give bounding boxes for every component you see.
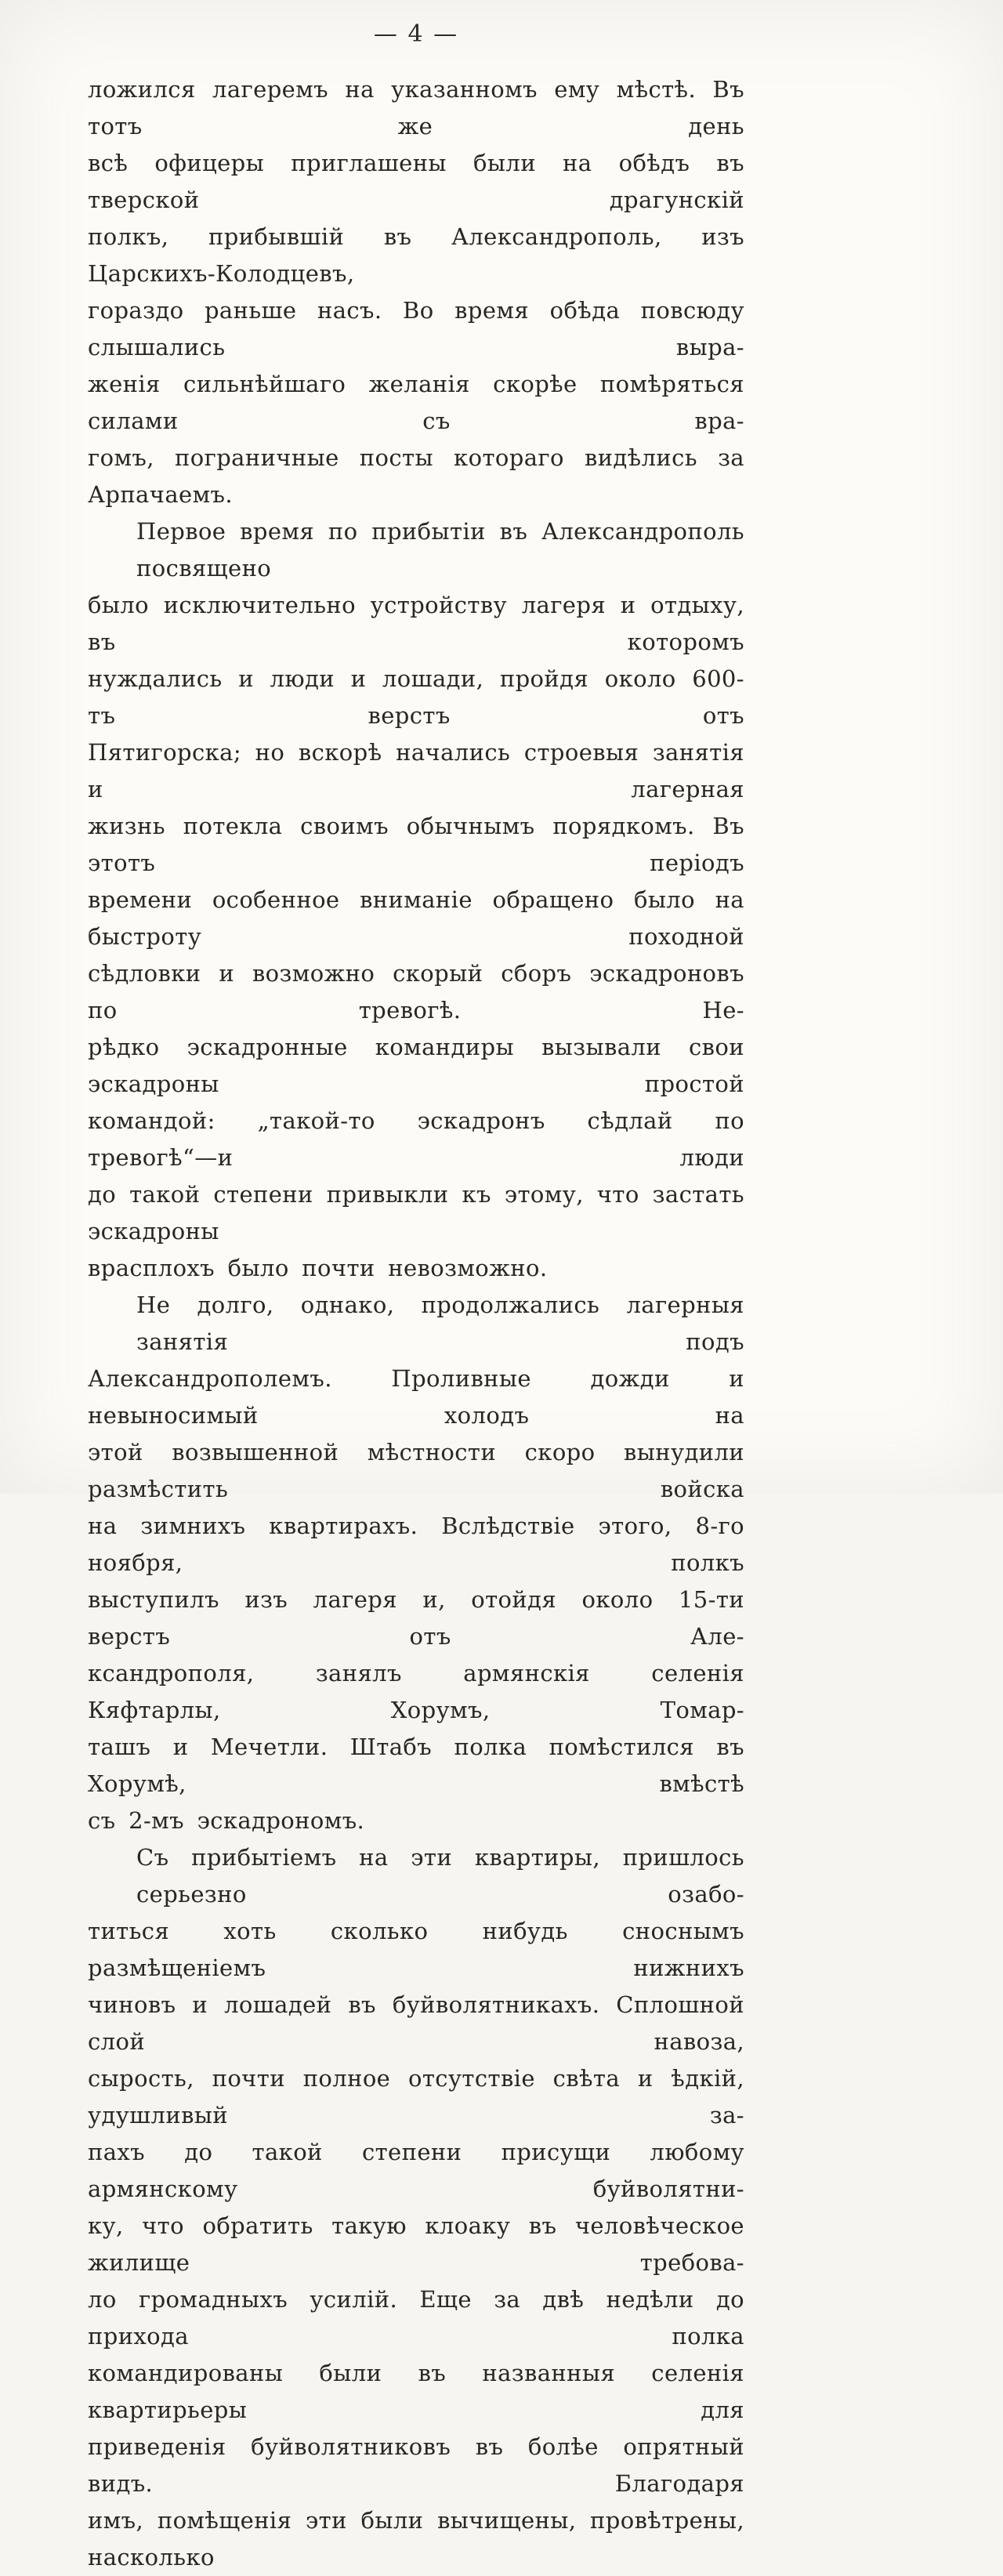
text-line: пахъ до такой степени присущи любому армянскому буйволятни- [88,2139,744,2202]
paragraph-3 [88,1287,744,1839]
text-line: Не долго, однако, продолжались лагерныя занятія подъ [136,1292,744,1355]
text-line: приведенія буйволятниковъ въ болѣе опрятный видъ. Благодаря [88,2433,744,2497]
text-line: ташъ и Мечетли. Штабъ полка помѣстился въ Хорумѣ, вмѣстѣ [88,1734,744,1797]
paragraph-2 [88,513,744,1287]
text-line: Пятигорска; но вскорѣ начались строевыя занятія и лагерная [88,739,744,803]
text-line: чиновъ и лошадей въ буйволятникахъ. Сплошной слой навоза, [88,1991,744,2055]
text-line: ку, что обратить такую клоаку въ человѣческое жилище требова- [88,2212,744,2276]
text-line: командированы были въ названныя селенія квартирьеры для [88,2360,744,2423]
text-line: до такой степени привыкли къ этому, что застать эскадроны [88,1181,744,1245]
text-line: титься хоть сколько нибудь сноснымъ размѣщеніемъ нижнихъ [88,1918,744,1981]
text-block [88,16,744,2576]
text-line: командой: „такой-то эскадронъ сѣдлай по тревогѣ“—и люди [88,1107,744,1171]
text-line: ло громадныхъ усилій. Еще за двѣ недѣли до прихода полка [88,2286,744,2350]
text-line: врасплохъ было почти невозможно. [88,1255,548,1281]
text-line: сѣдловки и возможно скорый сборъ эскадроновъ по тревогѣ. Не- [88,960,744,1024]
paragraph-1 [88,71,744,513]
text-line: Александрополемъ. Проливные дожди и невыносимый холодъ на [88,1365,744,1429]
text-line: ложился лагеремъ на указанномъ ему мѣстѣ. Въ тотъ же день [88,76,744,139]
text-line: Съ прибытіемъ на эти квартиры, пришлось серьезно озабо- [136,1844,744,1908]
text-line: ксандрополя, занялъ армянскія селенія Кяфтарлы, Хорумъ, Томар- [88,1660,744,1723]
page-number: — 4 — [373,20,459,48]
text-line: на зимнихъ квартирахъ. Вслѣдствіе этого, 8-го ноября, полкъ [88,1513,744,1576]
text-line: женія сильнѣйшаго желанія скорѣе помѣряться силами съ вра- [88,371,744,434]
text-line: полкъ, прибывшій въ Александрополь, изъ Царскихъ-Колодцевъ, [88,223,744,287]
text-line: гораздо раньше насъ. Во время обѣда повсюду слышались выра- [88,297,744,360]
text-line: всѣ офицеры приглашены были на обѣдъ въ тверской драгунскій [88,150,744,213]
text-line: съ 2-мъ эскадрономъ. [88,1807,365,1834]
text-line: нуждались и люди и лошади, пройдя около 600-тъ верстъ отъ [88,665,744,729]
text-line: времени особенное вниманіе обращено было на быстроту походной [88,886,744,950]
text-line: рѣдко эскадронные командиры вызывали свои эскадроны простой [88,1034,744,1097]
text-line: жизнь потекла своимъ обычнымъ порядкомъ. Въ этотъ періодъ [88,813,744,876]
text-line: выступилъ изъ лагеря и, отойдя около 15-ти верстъ отъ Але- [88,1586,744,1650]
text-line: имъ, помѣщенія эти были вычищены, провѣтрены, насколько [88,2507,744,2571]
text-line: было исключительно устройству лагеря и отдыху, въ которомъ [88,592,744,655]
text-line: Первое время по прибытіи въ Александрополь посвящено [136,518,744,582]
text-line: сырость, почти полное отсутствіе свѣта и ѣдкій, удушливый за- [88,2065,744,2129]
paragraph-4 [88,1839,744,2576]
text-line: этой возвышенной мѣстности скоро вынудили размѣстить войска [88,1439,744,1502]
text-line: гомъ, пограничные посты котораго видѣлись за Арпачаемъ. [88,444,744,508]
